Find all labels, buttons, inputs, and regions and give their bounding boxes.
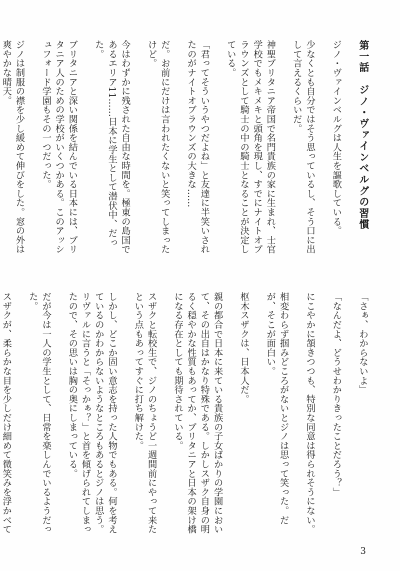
lower-text-block (0, 292, 382, 538)
paragraph: ブリタニアと深い関係を結んでいる日本には、ブリタニア人のための学校がいくつかある。このアッシュフォード学園もその一つだった。 (39, 40, 78, 254)
paragraph: にこやかに頷きつつも、特別な同意は得られそうにない。 (303, 292, 315, 534)
paragraph: 神聖ブリタニア帝国で名門貴族の家に生まれ、士官学校でもメキメキと頭角を現し、すでにナイトオブラウンズとして騎士の中の騎士となることが決定している。 (224, 40, 276, 254)
paragraph: 枢木スザクは、日本人だ。 (237, 292, 249, 404)
paragraph: だが今は一人の学生として、日常を楽しんでいるようだった。 (26, 292, 51, 534)
paragraph: ジノ・ヴァインベルグは人生を謳歌している。 (330, 40, 342, 236)
paragraph: スザクと転校生で、ジノのちょうど一週間前にやって来たという点もあってすぐに打ち解けた。 (132, 292, 157, 534)
page-number: 3 (360, 547, 366, 557)
paragraph: 「さぁ、わからないよ」 (356, 292, 368, 395)
paragraph: 親の都合で日本に来ている貴族の子女ばかりの学園において、その出自はかなり特殊である。しかしスザク自身の明るく穏やかな性質もあってか、ブリタニアと日本の架け橋になる存在としても期待されている。 (171, 292, 223, 534)
paragraph: 今はわずかに残された自由な時間を。極東の島国であるエリア11……日本に学生として潜伏中、だった。 (92, 40, 131, 254)
paragraph: しかし、どこか固い意志を持った人物でもある。何を考えているのかわからないようなところもあるとジノは思う。リヴァルに言うと「そっかぁ？」と首を傾げられてしまったので、その思いは胸の奥にしまっている。 (66, 292, 117, 534)
paragraph: ジノは制服の襟を少し緩めて伸びをした。窓の外は爽やかな晴天。 (0, 40, 25, 254)
upper-text-block (0, 40, 382, 262)
paragraph: 相変わらず掴みどころがないとジノは思って笑った。だが、そこが面白い。 (264, 292, 289, 525)
paragraph: 少なくとも自分ではそう思っているし、そう口に出して言えるくらいだ。 (290, 40, 315, 254)
paragraph: スザクが、柔らかな目を少しだけ細めて微笑みを浮かべて (0, 292, 12, 534)
chapter-heading: 第一話 ジノ・ヴァインベルグの習慣 (356, 40, 368, 231)
paragraph: 「なんだよ、どうせわかりきったことだろう？」 (330, 292, 342, 497)
paragraph: 「君ってそういうやつだよね」と友達に半笑いされたのがナイトオブラウンズの大きな…… (185, 40, 210, 254)
paragraph: だ。お前にだけは言われたくないと笑ってしまったけど。 (145, 40, 170, 254)
